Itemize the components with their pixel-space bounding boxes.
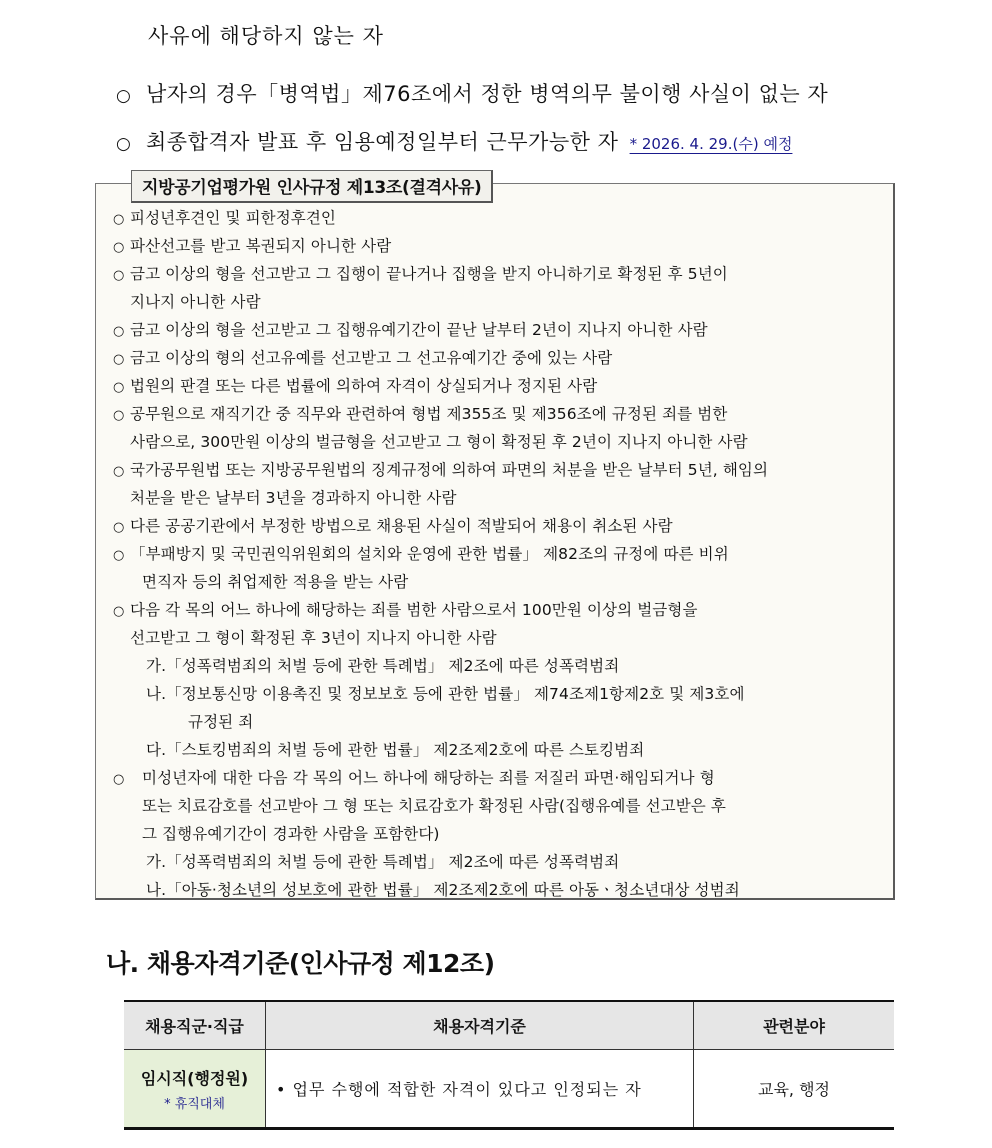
circle-bullet-icon: ○ [113, 324, 125, 339]
list-item [113, 204, 893, 232]
cell-criteria: • 업무 수행에 적합한 자격이 있다고 인정되는 자 [266, 1050, 694, 1129]
list-item-text: 처분을 받은 날부터 3년을 경과하지 아니한 사람 [130, 489, 457, 507]
list-item-text: 규정된 죄 [188, 713, 254, 731]
disqualification-box-title: 지방공기업평가원 인사규정 제13조(결격사유) [131, 170, 493, 203]
list-item [113, 764, 893, 792]
list-item [113, 260, 893, 288]
sub-item-ga [113, 848, 893, 876]
list-item-continuation [113, 792, 893, 820]
list-item-continuation [113, 568, 893, 596]
list-item-text: 그 집행유예기간이 경과한 사람을 포함한다) [142, 825, 440, 843]
list-item-text: 가.「성폭력범죄의 처벌 등에 관한 특례법」 제2조에 따른 성폭력범죄 [146, 853, 620, 871]
appointment-date-note: * 2026. 4. 29.(수) 예정 [629, 135, 793, 153]
list-item [113, 540, 893, 568]
list-item-text: 가.「성폭력범죄의 처벌 등에 관한 특례법」 제2조에 따른 성폭력범죄 [146, 657, 620, 675]
list-item-text: 파산선고를 받고 복권되지 아니한 사람 [130, 237, 392, 255]
list-item [113, 400, 893, 428]
list-item [113, 372, 893, 400]
circle-bullet-icon: ○ [113, 408, 125, 423]
sub-item-da [113, 736, 893, 764]
disqualification-list [113, 204, 893, 904]
list-item-text: 다음 각 목의 어느 하나에 해당하는 죄를 범한 사람으로서 100만원 이상의 벌금형을 [130, 601, 698, 619]
list-item [113, 512, 893, 540]
circle-bullet-icon: ○ [113, 520, 125, 535]
sub-item-ga [113, 652, 893, 680]
circle-bullet-icon: ○ [113, 268, 125, 283]
list-item-continuation [113, 708, 893, 736]
circle-bullet-icon: ○ [113, 352, 125, 367]
header-grade: 채용직군·직급 [124, 1001, 266, 1050]
list-item-text: 나.「정보통신망 이용촉진 및 정보보호 등에 관한 법률」 제74조제1항제2호 및 제3호에 [146, 685, 745, 703]
requirement-text: 최종합격자 발표 후 임용예정일부터 근무가능한 자 [146, 130, 619, 154]
list-item-text: 금고 이상의 형을 선고받고 그 집행이 끝나거나 집행을 받지 아니하기로 확정된 후 5년이 [130, 265, 728, 283]
list-item [113, 316, 893, 344]
list-item-text: 「부패방지 및 국민권익위원회의 설치와 운영에 관한 법률」 제82조의 규정에 따른 비위 [130, 545, 729, 563]
list-item-text: 피성년후견인 및 피한정후견인 [130, 209, 337, 227]
circle-bullet-icon: ○ [113, 212, 125, 227]
circle-bullet-icon: ○ [113, 772, 125, 787]
sub-item-na [113, 680, 893, 708]
cell-grade [124, 1050, 266, 1129]
list-item [113, 456, 893, 484]
circle-bullet-icon: ○ [113, 548, 125, 563]
list-item-continuation [113, 484, 893, 512]
header-field: 관련분야 [694, 1001, 895, 1050]
list-item-text: 금고 이상의 형의 선고유예를 선고받고 그 선고유예기간 중에 있는 사람 [130, 349, 613, 367]
list-item [113, 596, 893, 624]
list-item-text: 다.「스토킹범죄의 처벌 등에 관한 법률」 제2조제2호에 따른 스토킹범죄 [146, 741, 645, 759]
list-item-text: 또는 치료감호를 선고받아 그 형 또는 치료감호가 확정된 사람(집행유예를 선고받은 후 [142, 797, 726, 815]
circle-bullet-icon: ○ [113, 464, 125, 479]
list-item-text: 금고 이상의 형을 선고받고 그 집행유예기간이 끝난 날부터 2년이 지나지 아니한 사람 [130, 321, 708, 339]
list-item-continuation [113, 288, 893, 316]
list-item-text: 사람으로, 300만원 이상의 벌금형을 선고받고 그 형이 확정된 후 2년이 지나지 아니한 사람 [130, 433, 748, 451]
requirement-military [116, 78, 828, 108]
table-header-row [124, 1001, 894, 1050]
list-item-text: 미성년자에 대한 다음 각 목의 어느 하나에 해당하는 죄를 저질러 파면·해임되거나 형 [142, 769, 715, 787]
header-criteria: 채용자격기준 [266, 1001, 694, 1050]
circle-bullet-icon: ○ [116, 134, 132, 154]
cell-field: 교육, 행정 [694, 1050, 895, 1129]
list-item [113, 232, 893, 260]
list-item-text: 지나지 아니한 사람 [130, 293, 261, 311]
list-item [113, 344, 893, 372]
list-item-text: 나.「아동·청소년의 성보호에 관한 법률」 제2조제2호에 따른 아동ㆍ청소년대상 성범죄 [146, 881, 740, 899]
requirement-availability [116, 126, 792, 156]
list-item-text: 다른 공공기관에서 부정한 방법으로 채용된 사실이 적발되어 채용이 취소된 사람 [130, 517, 673, 535]
list-item-continuation [113, 820, 893, 848]
grade-note: * 휴직대체 [164, 1096, 225, 1112]
requirement-text: 남자의 경우「병역법」제76조에서 정한 병역의무 불이행 사실이 없는 자 [146, 82, 829, 106]
list-item-text: 선고받고 그 형이 확정된 후 3년이 지나지 아니한 사람 [130, 629, 497, 647]
circle-bullet-icon: ○ [113, 604, 125, 619]
grade-title: 임시직(행정원) [140, 1068, 249, 1088]
list-item-continuation [113, 428, 893, 456]
list-item-text: 국가공무원법 또는 지방공무원법의 징계규정에 의하여 파면의 처분을 받은 날부터 5년, 해임의 [130, 461, 769, 479]
table-row [124, 1050, 894, 1129]
sub-item-na [113, 876, 893, 904]
circle-bullet-icon: ○ [116, 86, 132, 106]
continuation-text: 사유에 해당하지 않는 자 [148, 24, 384, 48]
list-item-text: 법원의 판결 또는 다른 법률에 의하여 자격이 상실되거나 정지된 사람 [130, 377, 598, 395]
circle-bullet-icon: ○ [113, 380, 125, 395]
circle-bullet-icon: ○ [113, 240, 125, 255]
list-item-text: 공무원으로 재직기간 중 직무와 관련하여 형법 제355조 및 제356조에 규정된 죄를 범한 [130, 405, 728, 423]
list-item-text: 면직자 등의 취업제한 적용을 받는 사람 [142, 573, 409, 591]
qualification-table [124, 1000, 894, 1130]
section-heading: 나. 채용자격기준(인사규정 제12조) [106, 949, 495, 978]
list-item-continuation [113, 624, 893, 652]
